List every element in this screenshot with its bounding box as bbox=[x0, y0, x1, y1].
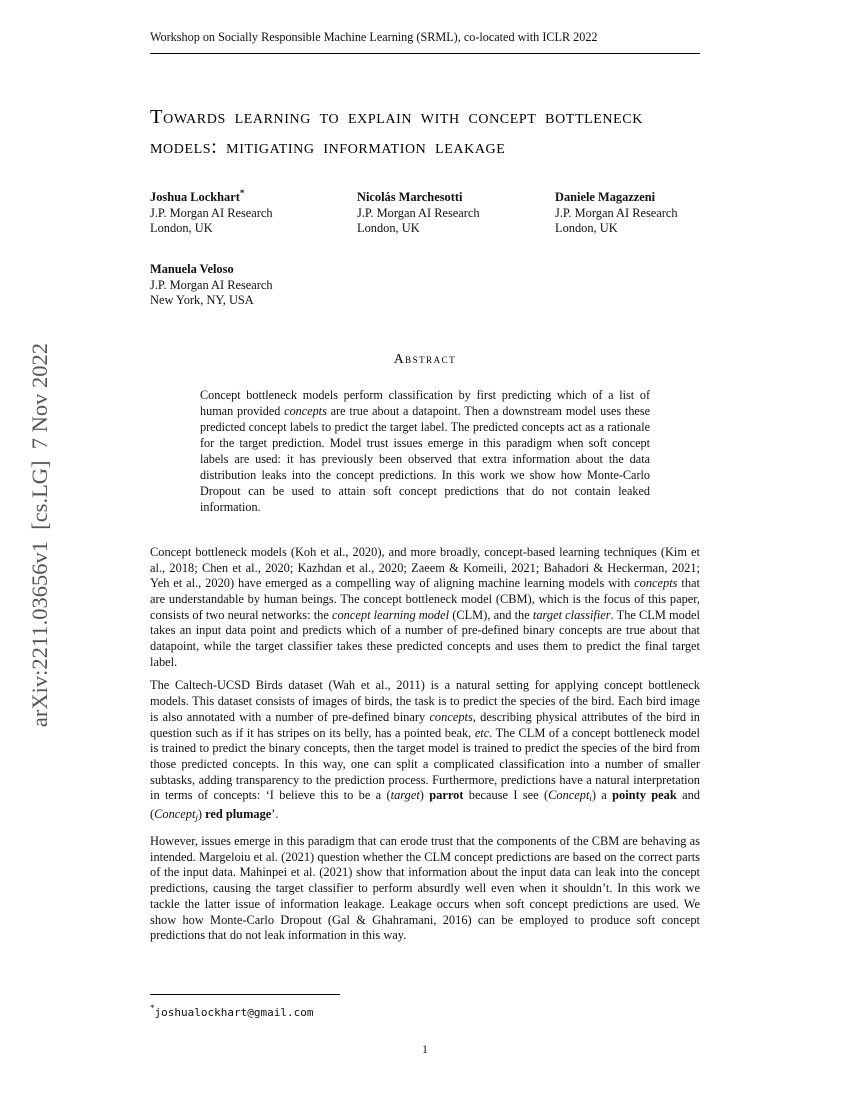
running-header: Workshop on Socially Responsible Machine Learning (SRML), co-located with ICLR 2022 bbox=[150, 30, 598, 44]
author-name bbox=[555, 186, 700, 206]
footnote-email: joshualockhart@gmail.com bbox=[154, 1005, 314, 1019]
author-name bbox=[150, 258, 357, 278]
abstract-text: Concept bottleneck models perform classification by first predicting which of a list of human provided concepts are true about a datapoint. Then a downstream model uses these predicted concept labels to predict the target label. The predicted concepts act as a rationale for the target prediction. Model trust issues emerge in this paradigm when soft concept labels are used: it has previously been observed that extra information about the data distribution leaks into the concept predictions. In this work we show how Monte-Carlo Dropout can be used to attain soft concept predictions that do not contain leaked information. bbox=[200, 387, 650, 514]
footnote-marker: * bbox=[150, 1003, 155, 1013]
paper-title: Towards learning to explain with concept bottleneck models: mitigating information leakage bbox=[150, 106, 643, 158]
author-location: London, UK bbox=[555, 221, 618, 236]
header-rule bbox=[150, 53, 700, 54]
author-location: London, UK bbox=[150, 221, 213, 236]
author-4 bbox=[150, 258, 357, 309]
author-affiliation: J.P. Morgan AI Research bbox=[555, 205, 678, 220]
author-name-text: Daniele Magazzeni bbox=[555, 190, 656, 205]
abstract-heading: Abstract bbox=[393, 350, 457, 366]
page-number: 1 bbox=[422, 1042, 428, 1056]
author-3 bbox=[555, 186, 700, 237]
author-affiliation: J.P. Morgan AI Research bbox=[357, 205, 480, 220]
paper-content bbox=[150, 0, 700, 944]
author-footnote-marker: * bbox=[239, 188, 245, 198]
author-name-text: Manuela Veloso bbox=[150, 262, 234, 277]
author-name bbox=[357, 186, 555, 206]
author-location: New York, NY, USA bbox=[150, 293, 254, 308]
body-paragraph-1: Concept bottleneck models (Koh et al., 2020), and more broadly, concept-based learning techniques (Kim et al., 2018; Chen et al., 2020; Kazhdan et al., 2020; Zaeem & Komeili, 2021; Bahadori & Heckerman, 2021; Yeh et al., 2020) have emerged as a compelling way of aligning machine learning models with concepts that are understandable by human beings. The concept bottleneck model (CBM), which is the focus of this paper, consists of two neural networks: the concept learning model (CLM), and the target classifier. The CLM model takes an input data point and predicts which of a number of pre-defined binary concepts are true about that datapoint, while the target classifier takes these predicted concepts and uses them to predict the final target label. bbox=[150, 544, 700, 669]
author-1 bbox=[150, 186, 357, 237]
body-paragraph-2: The Caltech-UCSD Birds dataset (Wah et al., 2011) is a natural setting for applying concept bottleneck models. This dataset consists of images of birds, the task is to predict the species of the bird. Each bird image is also annotated with a number of pre-defined binary concepts, describing physical attributes of the bird in question such as if it has stripes on its belly, has a pointed beak, etc. The CLM of a concept bottleneck model is trained to predict the binary concepts, then the target model is trained to predict the species of the bird from those predicted concepts. In this way, one can split a complicated classification into a number of smaller subtasks, adding transparency to the prediction process. Furthermore, predictions have a natural interpretation in terms of concepts: ‘I believe this to be a (target) parrot because I see (Concepti) a pointy peak and (Conceptj) red plumage’. bbox=[150, 678, 700, 823]
author-2 bbox=[357, 186, 555, 237]
body-paragraph-3: However, issues emerge in this paradigm that can erode trust that the components of the CBM are behaving as intended. Margeloiu et al. (2021) question whether the CLM concept predictions are based on the correct parts of the input data. Mahinpei et al. (2021) show that information about the input data can leak into the concept predictions, causing the target classifier to perform absurdly well even when it shouldn’t. In this work we tackle the latter issue of information leakage. Leakage occurs when soft concept predictions are used. We show how Monte-Carlo Dropout (Gal & Ghahramani, 2016) can be employed to produce soft concept predictions that do not leak information in this way. bbox=[150, 834, 700, 943]
author-name bbox=[150, 186, 357, 206]
arxiv-stamp: arXiv:2211.03656v1 [cs.LG] 7 Nov 2022 bbox=[27, 342, 52, 728]
author-affiliation: J.P. Morgan AI Research bbox=[150, 205, 273, 220]
author-name-text: Nicolás Marchesotti bbox=[357, 190, 463, 205]
footnote bbox=[150, 1003, 313, 1019]
author-affiliation: J.P. Morgan AI Research bbox=[150, 277, 273, 292]
author-block bbox=[150, 186, 700, 309]
author-name-text: Joshua Lockhart bbox=[150, 190, 240, 205]
footnote-rule bbox=[150, 994, 340, 995]
author-location: London, UK bbox=[357, 221, 420, 236]
